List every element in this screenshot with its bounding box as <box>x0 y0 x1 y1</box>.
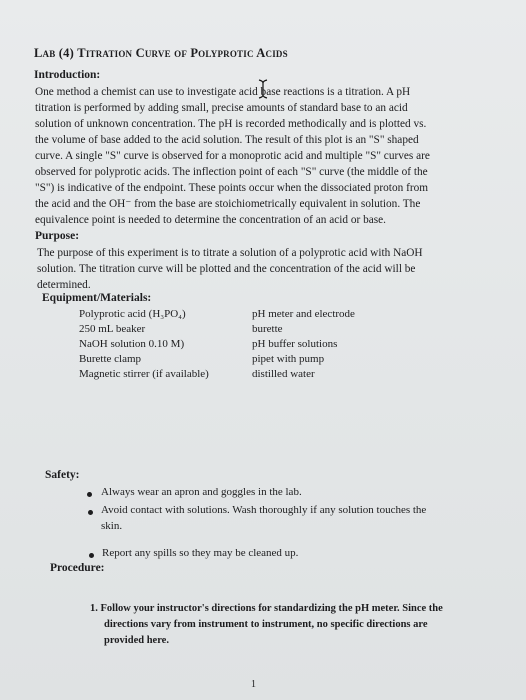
equipment-list-right <box>252 307 355 382</box>
introduction-paragraph <box>35 84 430 228</box>
equipment-item: NaOH solution 0.10 M) <box>79 338 185 350</box>
equipment-list-left <box>79 307 209 382</box>
safety-item <box>101 502 426 534</box>
safety-item <box>102 545 298 561</box>
safety-item-text: Always wear an apron and goggles in the lab. <box>101 486 302 498</box>
intro-line: titration is performed by adding small, precise amounts of standard base to an acid <box>35 102 408 114</box>
equipment-item: 250 mL beaker <box>79 323 146 335</box>
safety-item-text: Report any spills so they may be cleaned up. <box>102 547 299 559</box>
purpose-line: solution. The titration curve will be plotted and the concentration of the acid will be <box>37 263 416 275</box>
equipment-item: distilled water <box>252 368 315 380</box>
title-text: Titration Curve of Polyprotic Acids <box>77 46 288 60</box>
purpose-line: The purpose of this experiment is to titrate a solution of a polyprotic acid with NaOH <box>37 247 423 259</box>
page-number: 1 <box>251 679 256 690</box>
intro-line: the acid and the OH⁻ from the base are stoichiometrically equivalent in solution. The <box>35 198 421 210</box>
intro-line: the volume of base added to the acid solution. The result of this plot is an "S" shaped <box>35 134 419 146</box>
equipment-item: pH buffer solutions <box>252 338 338 350</box>
intro-line: "S") is indicative of the endpoint. These points occur when the dissociated proton from <box>35 182 429 194</box>
equipment-item: pH meter and electrode <box>252 308 355 320</box>
title-prefix: Lab (4) <box>34 46 74 60</box>
bullet-icon <box>88 510 93 515</box>
intro-line: equivalence point is needed to determine the concentration of an acid or base. <box>35 214 387 226</box>
intro-line: curve. A single "S" curve is observed for a monoprotic acid and multiple "S" curves are <box>35 150 430 162</box>
purpose-line: determined. <box>37 279 91 291</box>
procedure-step-line: provided here. <box>104 635 169 646</box>
bullet-icon <box>87 492 92 497</box>
equipment-heading: Equipment/Materials: <box>42 292 152 304</box>
equipment-item: Polyprotic acid (H₃PO₄) <box>79 308 186 320</box>
equipment-item: Burette clamp <box>79 353 142 365</box>
purpose-heading: Purpose: <box>35 230 80 242</box>
procedure-step-line: directions vary from instrument to instrument, no specific directions are <box>104 619 428 630</box>
safety-item-text: Avoid contact with solutions. Wash thoroughly if any solution touches the <box>101 504 427 516</box>
purpose-paragraph <box>37 245 423 293</box>
intro-line: solution of unknown concentration. The pH is recorded methodically and is plotted vs. <box>35 118 427 130</box>
safety-heading: Safety: <box>45 469 80 481</box>
equipment-item: Magnetic stirrer (if available) <box>79 368 209 380</box>
procedure-step-1 <box>90 601 443 649</box>
safety-item <box>101 484 302 500</box>
procedure-heading: Procedure: <box>50 562 105 574</box>
intro-line: One method a chemist can use to investigate acid base reactions is a titration. A pH <box>35 86 411 98</box>
equipment-item: burette <box>252 323 283 335</box>
equipment-item: pipet with pump <box>252 353 325 365</box>
procedure-step-line: 1. Follow your instructor's directions for standardizing the pH meter. Since the <box>90 603 443 614</box>
intro-line: observed for polyprotic acids. The inflection point of each "S" curve (the middle of the <box>35 166 428 178</box>
safety-item-text: skin. <box>101 520 123 532</box>
bullet-icon <box>89 553 94 558</box>
document-title <box>34 46 288 61</box>
introduction-heading: Introduction: <box>34 69 101 81</box>
text-cursor-icon <box>258 79 268 99</box>
